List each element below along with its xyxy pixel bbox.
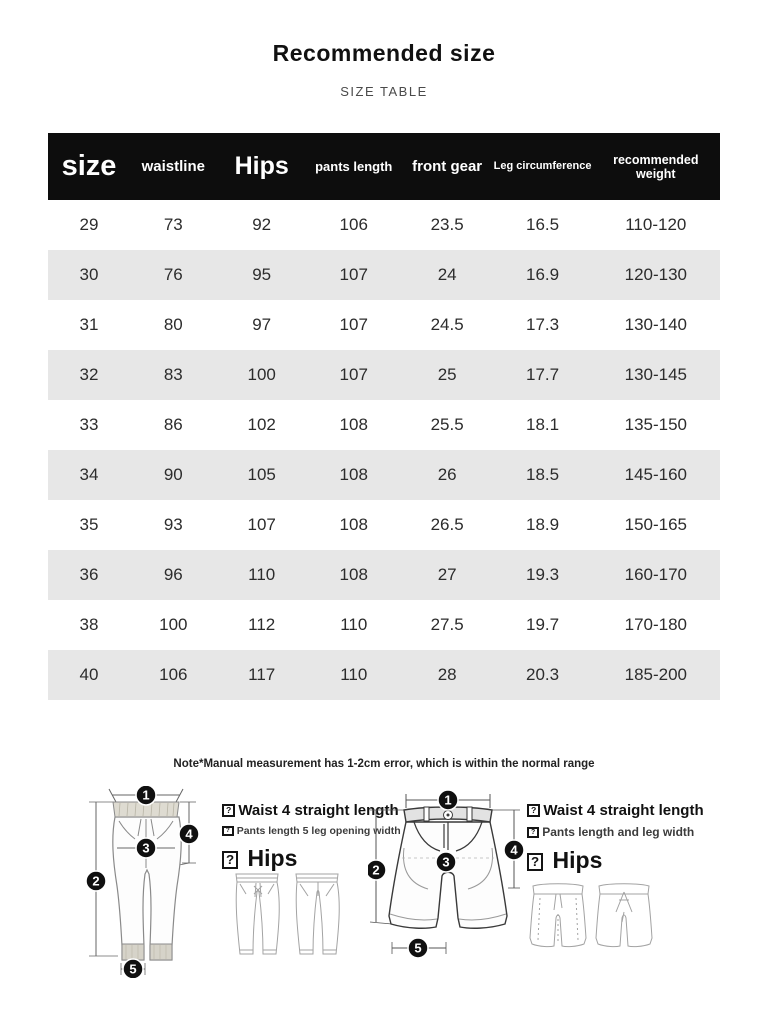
pants-right-cuff (150, 944, 172, 960)
table-cell: 25 (437, 365, 457, 384)
table-cell: 38 (79, 615, 99, 634)
table-cell: 26.5 (430, 515, 464, 534)
table-cell: 185-200 (624, 665, 687, 684)
svg-text:3: 3 (142, 840, 150, 856)
table-cell: 105 (247, 465, 276, 484)
table-cell: 107 (339, 315, 368, 334)
table-cell: 112 (248, 615, 276, 634)
table-cell: 150-165 (624, 515, 687, 534)
missing-glyph-icon: ? (222, 826, 234, 836)
column-header: waistline (130, 133, 217, 200)
table-cell: 108 (339, 565, 368, 584)
table-cell: 19.3 (526, 565, 560, 584)
svg-text:4: 4 (510, 842, 518, 858)
table-cell: 20.3 (526, 665, 560, 684)
table-cell: 107 (247, 515, 276, 534)
table-cell: 117 (248, 665, 276, 684)
table-cell: 24.5 (430, 315, 464, 334)
table-cell: 86 (163, 415, 183, 434)
shorts-thumbnails-illustration (528, 878, 658, 960)
pants-marker-3 (136, 838, 156, 858)
table-cell: 96 (163, 565, 183, 584)
table-cell: 18.9 (526, 515, 560, 534)
page-title: Recommended size (272, 40, 496, 66)
belt-loop (467, 807, 472, 821)
page-subtitle: SIZE TABLE (340, 84, 428, 99)
table-cell: 27.5 (430, 615, 464, 634)
table-cell: 130-145 (624, 365, 687, 384)
table-cell: 100 (159, 615, 188, 634)
table-row (48, 600, 720, 650)
pants-marker-2 (86, 871, 106, 891)
table-cell: 36 (79, 565, 99, 584)
shorts-guide-line2: ? Pants length and leg width (527, 825, 704, 839)
column-header: front gear (401, 133, 494, 200)
svg-text:2: 2 (372, 862, 380, 878)
missing-glyph-icon: ? (527, 827, 539, 838)
table-row (48, 200, 720, 250)
pants-marker-1 (136, 786, 156, 805)
pants-measurement-diagram (76, 786, 216, 978)
table-cell: 90 (163, 465, 183, 484)
svg-text:1: 1 (142, 787, 150, 803)
table-row (48, 550, 720, 600)
table-cell: 30 (79, 265, 99, 284)
table-cell: 18.1 (526, 415, 560, 434)
pants-thumbnails-illustration (230, 866, 355, 966)
table-cell: 107 (339, 365, 368, 384)
shorts-guide-text (527, 802, 704, 874)
shorts-guide-line1: ? Waist 4 straight length (527, 802, 704, 819)
table-cell: 130-140 (624, 315, 687, 334)
table-cell: 106 (339, 215, 368, 234)
table-cell: 110-120 (625, 215, 687, 234)
table-cell: 108 (339, 515, 368, 534)
table-cell: 102 (247, 415, 276, 434)
pants-guide-line1: ? Waist 4 straight length (222, 802, 401, 819)
table-cell: 19.7 (526, 615, 560, 634)
svg-text:3: 3 (442, 854, 450, 870)
table-cell: 100 (247, 365, 276, 384)
table-row (48, 350, 720, 400)
table-cell: 160-170 (624, 565, 687, 584)
pants-guide-line2: ? Pants length 5 leg opening width (222, 825, 401, 837)
size-table-header-row (48, 133, 720, 200)
table-cell: 33 (79, 415, 99, 434)
table-cell: 92 (252, 215, 272, 234)
svg-text:4: 4 (185, 826, 193, 842)
shorts-marker-1 (438, 790, 458, 810)
table-cell: 34 (79, 465, 99, 484)
table-cell: 76 (163, 265, 183, 284)
table-cell: 28 (437, 665, 457, 684)
table-row (48, 650, 720, 700)
table-cell: 26 (437, 465, 457, 484)
column-header: pants length (307, 133, 401, 200)
measurement-note: Note*Manual measurement has 1-2cm error, which is within the normal range (173, 758, 595, 770)
table-cell: 95 (252, 265, 272, 284)
column-header: recommended weight (592, 133, 720, 200)
missing-glyph-icon: ? (222, 851, 238, 869)
table-cell: 83 (163, 365, 183, 384)
table-row (48, 450, 720, 500)
table-cell: 23.5 (430, 215, 464, 234)
column-header: Leg circumference (494, 133, 592, 200)
svg-text:5: 5 (414, 940, 422, 956)
shorts-marker-2 (368, 860, 386, 880)
table-cell: 170-180 (624, 615, 687, 634)
missing-glyph-icon: ? (222, 804, 235, 817)
table-cell: 107 (339, 265, 368, 284)
table-cell: 29 (79, 215, 99, 234)
table-cell: 97 (252, 315, 272, 334)
column-header: Hips (217, 133, 307, 200)
missing-glyph-icon: ? (527, 853, 543, 871)
size-table (48, 133, 720, 700)
table-row (48, 250, 720, 300)
pants-marker-5 (123, 959, 143, 978)
table-cell: 106 (159, 665, 188, 684)
table-cell: 24 (437, 265, 457, 284)
table-cell: 27 (437, 565, 457, 584)
table-cell: 31 (79, 315, 99, 334)
shorts-marker-3 (436, 852, 456, 872)
table-cell: 145-160 (624, 465, 687, 484)
belt-loop (424, 807, 429, 821)
table-cell: 73 (163, 215, 183, 234)
table-cell: 110 (340, 615, 368, 634)
table-cell: 32 (79, 365, 99, 384)
table-cell: 108 (339, 415, 368, 434)
shorts-guide-line3: ? Hips (527, 847, 704, 874)
table-cell: 16.5 (526, 215, 560, 234)
shorts-measurement-diagram (368, 788, 528, 960)
table-cell: 16.9 (526, 265, 560, 284)
table-cell: 80 (163, 315, 183, 334)
shorts-marker-4 (504, 840, 524, 860)
size-table-body (48, 200, 720, 700)
column-header: size (48, 133, 130, 200)
pants-left-cuff (122, 944, 144, 960)
table-cell: 18.5 (526, 465, 560, 484)
pants-marker-4 (179, 824, 199, 844)
svg-text:2: 2 (92, 873, 100, 889)
svg-text:5: 5 (129, 961, 137, 977)
table-row (48, 500, 720, 550)
table-cell: 17.3 (526, 315, 560, 334)
table-cell: 35 (79, 515, 99, 534)
table-cell: 25.5 (430, 415, 464, 434)
table-cell: 135-150 (624, 415, 687, 434)
missing-glyph-icon: ? (527, 804, 540, 817)
table-cell: 40 (79, 665, 99, 684)
pants-guide-line3: ? Hips (222, 845, 401, 872)
table-cell: 93 (163, 515, 183, 534)
shorts-marker-5 (408, 938, 428, 958)
table-cell: 110 (340, 665, 368, 684)
table-cell: 17.7 (526, 365, 560, 384)
table-row (48, 400, 720, 450)
table-cell: 120-130 (624, 265, 687, 284)
svg-text:1: 1 (444, 792, 452, 808)
table-cell: 110 (248, 565, 276, 584)
table-row (48, 300, 720, 350)
table-cell: 108 (339, 465, 368, 484)
